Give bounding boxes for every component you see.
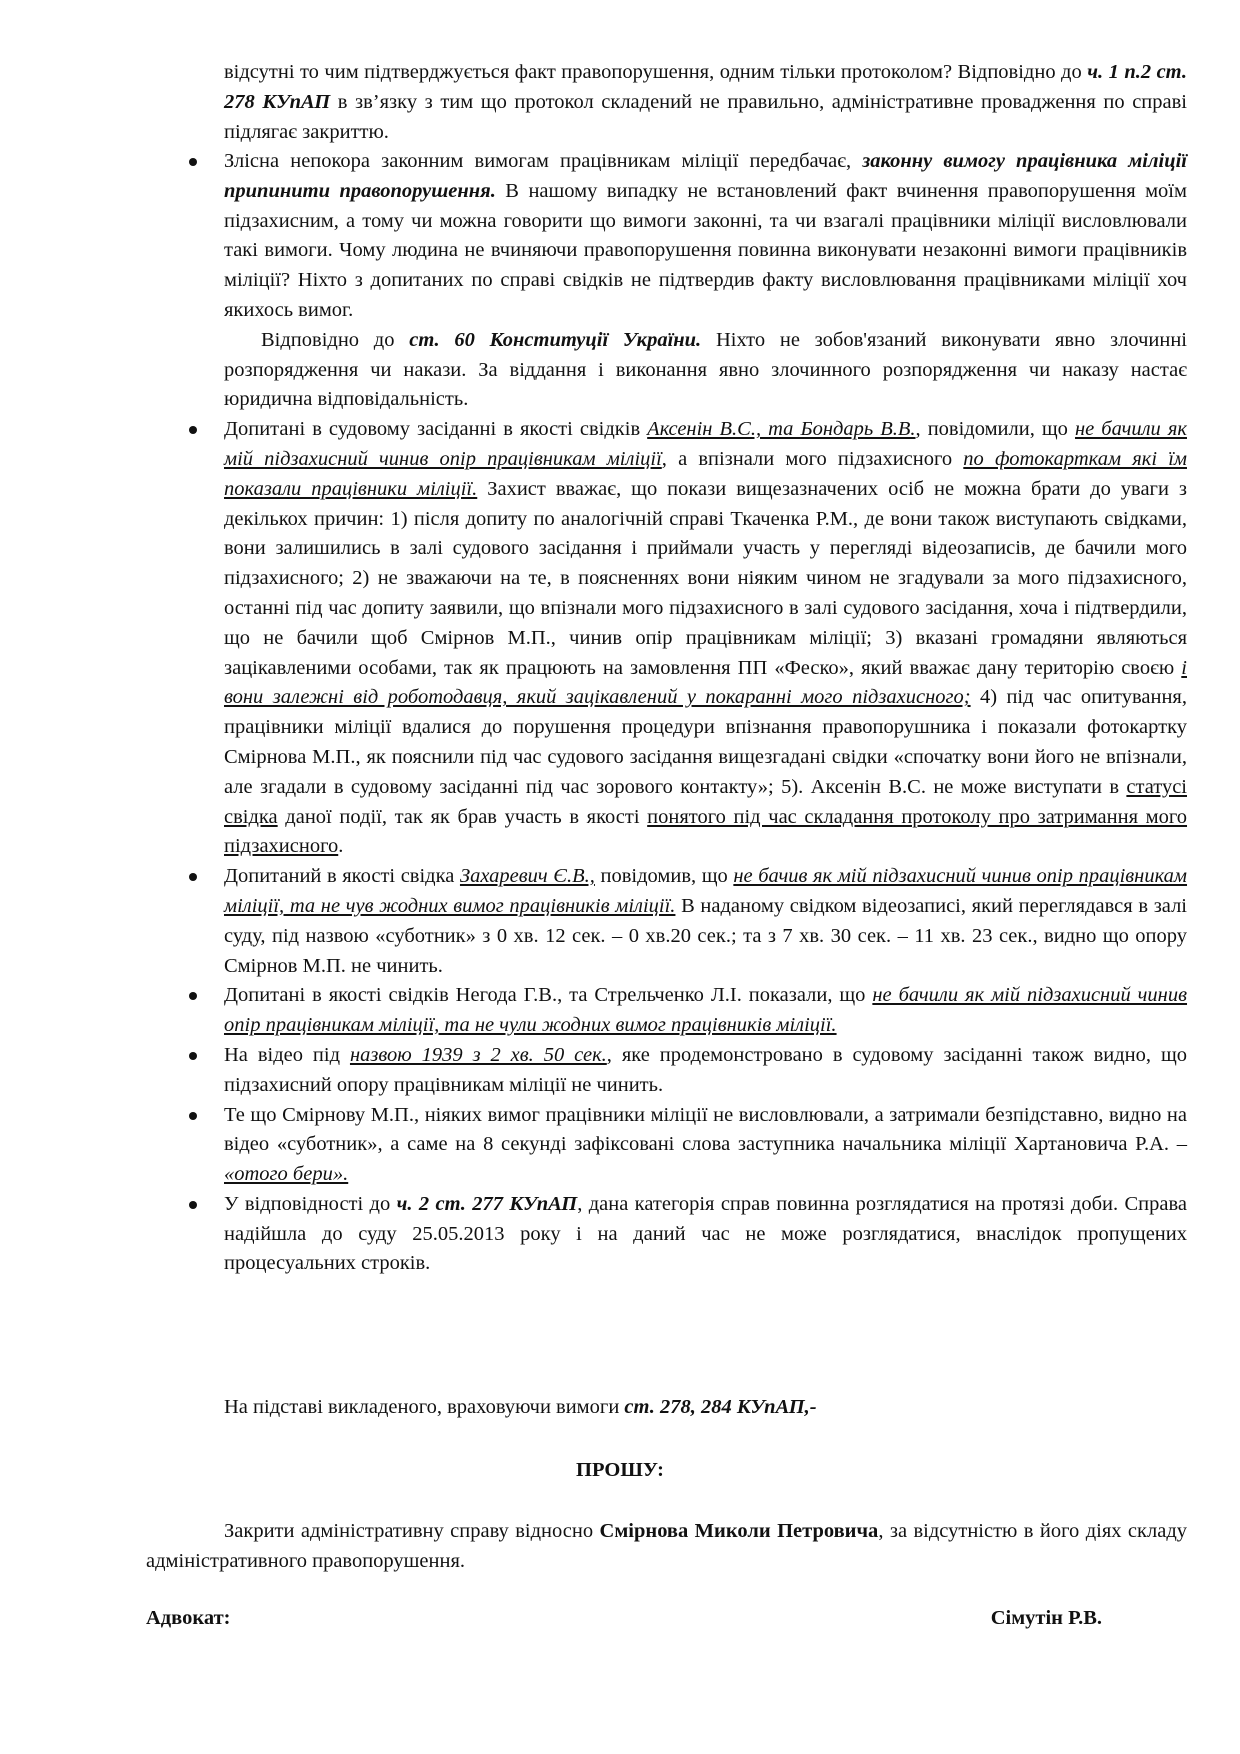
bullet-icon xyxy=(189,873,197,881)
text: . xyxy=(338,835,344,858)
legal-reference: ч. 2 ст. 277 КУпАП xyxy=(396,1192,578,1215)
argument-item xyxy=(181,1190,1187,1279)
emphasis: не бачили як мій підзахисний чинив опір працівникам міліції, та не чули жодних вимог працівників міліції. xyxy=(224,984,1188,1037)
argument-list xyxy=(181,147,1187,1279)
text: , дана категорія справ повинна розглядатися на протязі доби. Справа надійшла до суду 25.05.2013 року і на даний час не може розглядатися, внаслідок пропущених процесуальних строків. xyxy=(224,1192,1187,1275)
text: Захист вважає, що покази вищезазначених осіб не можна брати до уваги з декількох причин: 1) після допиту по аналогічній справі Ткаченка Р.М., де вони також виступають свідками, вони залишились в залі судового засідання і приймали участь у перегляді відеозаписів, де бачили мого підзахисного; 2) не зважаючи на те, в поясненнях вони ніяким чином не згадували за мого підзахисного, останні під час допиту заявили, що впізнали мого підзахисного в залі судового засідання, хоча і підтвердили, що не бачили щоб Смірнов М.П., чинив опір працівникам міліції; 3) вказані громадяни являються зацікавленими особами, так як працюють на замовлення ПП «Феско», який вважає дану територію своєю xyxy=(224,477,1187,679)
emphasis: по фотокарткам які їм показали працівники міліції. xyxy=(224,447,1187,500)
bullet-icon xyxy=(189,1201,197,1209)
conclusion-paragraph xyxy=(224,1393,1187,1423)
text: Допитані в судовому засіданні в якості свідків xyxy=(224,418,648,441)
request-heading: ПРОШУ: xyxy=(576,1459,664,1481)
text: , яке продемонстровано в судовому засіданні також видно, що підзахисний опору працівникам міліції не чинить. xyxy=(224,1043,1187,1096)
signature-name: Сімутін Р.В. xyxy=(990,1607,1102,1629)
quote: «отого бери». xyxy=(224,1163,349,1186)
constitution-paragraph xyxy=(181,326,1187,415)
signature-role: Адвокат: xyxy=(146,1607,231,1629)
text: , повідомили, що xyxy=(915,418,1075,441)
text: Злісна непокора законним вимогам працівникам міліції передбачає, xyxy=(224,150,863,172)
text: Закрити адміністративну справу відносно xyxy=(224,1520,600,1542)
text: повідомив, що xyxy=(594,865,734,888)
continuation-paragraph xyxy=(224,58,1187,147)
emphasis: не бачив як мій підзахисний чинив опір працівникам міліції, та не чув жодних вимог працівників міліції. xyxy=(224,865,1188,917)
emphasis: і вони залежні від роботодавця, який зацікавлений у покаранні мого підзахисного; xyxy=(224,656,1187,709)
emphasis: статусі свідка xyxy=(224,775,1187,828)
text: в зв’язку з тим що протокол складений не правильно, адміністративне провадження по справі підлягає закриттю. xyxy=(224,90,1187,143)
text: У відповідності до xyxy=(224,1192,397,1215)
text: 4) під час опитування, працівники міліції вдалися до порушення процедури впізнання правопорушника і показали фотокартку Смірнова М.П., як пояснили під час судового засідання вищезгадані свідки «спочатку вони його не впізнали, але згадали в судовому засіданні під час зорового контакту»; 5). Аксенін В.С. не може виступати в xyxy=(224,686,1187,798)
request-paragraph xyxy=(146,1517,1187,1577)
text: Ніхто не зобов'язаний виконувати явно злочинні розпорядження чи накази. За віддання і виконання явно злочинного розпорядження чи наказу настає юридична відповідальність. xyxy=(224,328,1187,411)
emphasis: понятого під час складання протоколу про затримання мого підзахисного xyxy=(224,805,1188,858)
witness-names: Аксенін В.С., та Бондарь В.В. xyxy=(647,418,916,441)
text: В наданому свідком відеозаписі, який переглядався в залі суду, під назвою «суботник» з 0 хв. 12 сек. – 0 хв.20 сек.; та з 7 хв. 30 сек. – 11 хв. 23 сек., видно що опору Смірнов М.П. не чинить. xyxy=(224,894,1188,977)
bullet-icon xyxy=(189,158,197,166)
video-name: назвою 1939 з 2 хв. 50 сек. xyxy=(349,1043,607,1066)
legal-reference: ст. 60 Конституції України. xyxy=(409,328,702,351)
text: Те що Смірнову М.П., ніяких вимог працівники міліції не висловлювали, а затримали безпідставно, видно на відео «суботник», а саме на 8 секунді зафіксовані слова заступника начальника міліції Хартановича Р.А. – xyxy=(224,1103,1187,1156)
argument-item xyxy=(181,1041,1187,1101)
text: Допитаний в якості свідка xyxy=(224,865,460,888)
text: , а впізнали мого підзахисного xyxy=(661,447,964,470)
bullet-icon xyxy=(189,426,197,434)
legal-reference: ч. 1 п.2 ст. 278 КУпАП xyxy=(224,61,1187,113)
bullet-icon xyxy=(189,1112,197,1120)
argument-item xyxy=(181,415,1187,862)
text: На відео під xyxy=(224,1043,350,1066)
text: даної події, так як брав участь в якості xyxy=(277,805,648,828)
text: Відповідно до xyxy=(261,328,410,351)
emphasis: законну вимогу працівника міліції припинити правопорушення. xyxy=(224,150,1187,202)
argument-item xyxy=(181,1101,1187,1190)
text: Допитані в якості свідків Негода Г.В., та Стрельченко Л.І. показали, що xyxy=(224,984,873,1007)
text: , за відсутністю в його діях складу адміністративного правопорушення. xyxy=(146,1520,1187,1572)
legal-reference: ст. 278, 284 КУпАП,- xyxy=(624,1396,817,1418)
bullet-icon xyxy=(189,992,197,1000)
argument-item xyxy=(181,981,1187,1041)
emphasis: не бачили як мій підзахисний чинив опір працівникам міліції xyxy=(224,418,1187,470)
argument-item xyxy=(181,862,1187,981)
text: В нашому випадку не встановлений факт вчинення правопорушення моїм підзахисним, а тому чи можна говорити що вимоги законні, та чи взагалі працівники міліції висловлювали такі вимоги. Чому людина не вчиняючи правопорушення повинна виконувати незаконні вимоги працівників міліції? Ніхто з допитаних по справі свідків не підтвердив факту висловлювання працівниками міліції хоч якихось вимог. xyxy=(224,179,1187,321)
bullet-icon xyxy=(189,1052,197,1060)
text: відсутні то чим підтверджується факт правопорушення, одним тільки протоколом? Відповідно до xyxy=(224,61,1088,83)
argument-item xyxy=(181,147,1187,326)
defendant-name: Смірнова Миколи Петровича xyxy=(599,1520,879,1542)
witness-name: Захаревич Є.В., xyxy=(459,865,595,888)
text: На підставі викладеного, враховуючи вимоги xyxy=(224,1396,625,1418)
